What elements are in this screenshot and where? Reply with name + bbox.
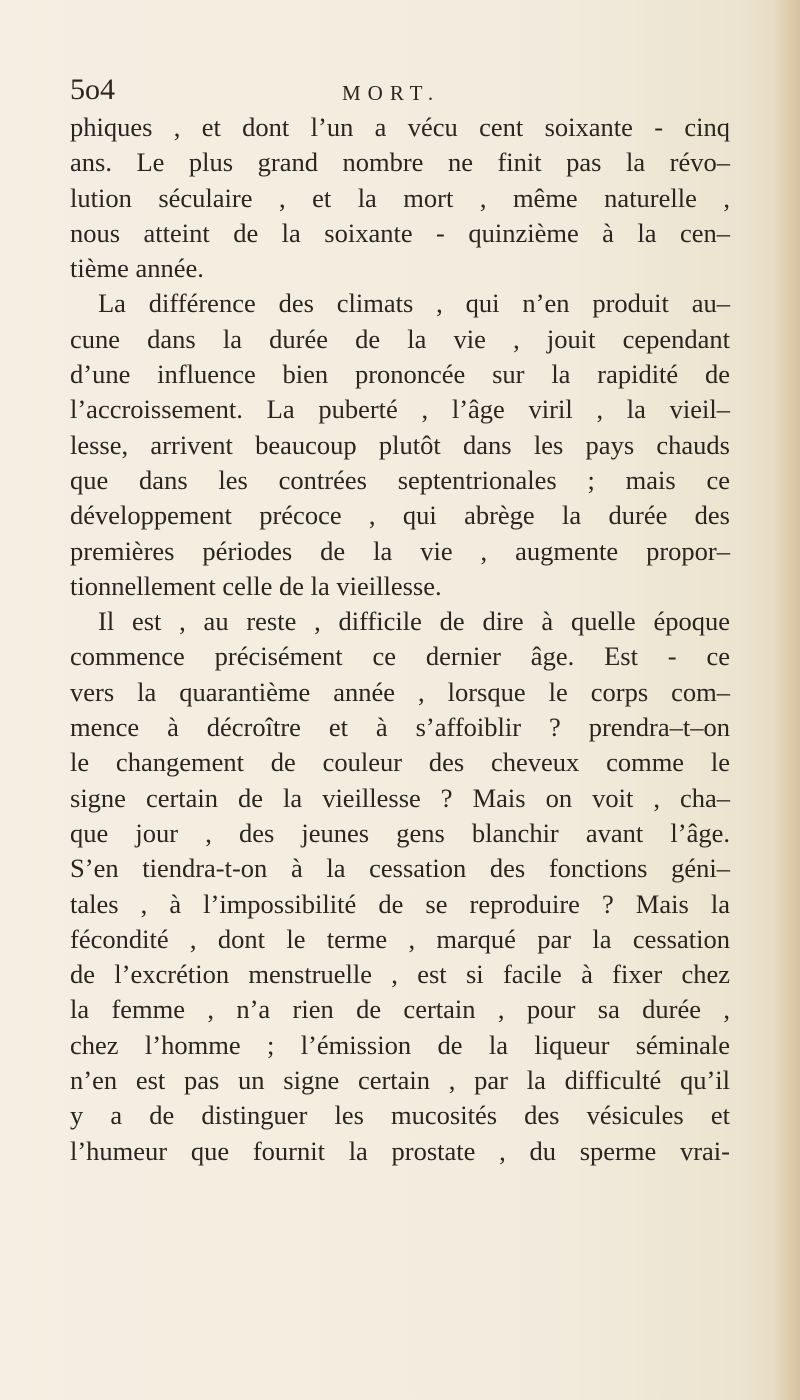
paragraph-2 [70,286,730,604]
text-line: l’humeur que fournit la prostate , du sperme vrai- [70,1135,730,1166]
text-line: de l’excrétion menstruelle , est si facile à fixer chez [70,959,730,990]
text-line: la femme , n’a rien de certain , pour sa durée , [70,994,730,1025]
text-line: phiques , et dont l’un a vécu cent soixante - cinq [70,112,730,142]
page-header [70,72,710,112]
text-line: que jour , des jeunes gens blanchir avant l’âge. [70,817,730,848]
text-line: commence précisément ce dernier âge. Est - ce [70,641,730,672]
text-line: signe certain de la vieillesse ? Mais on voit , cha– [70,782,730,813]
text-line: développement précoce , qui abrège la durée des [70,500,730,531]
text-line: n’en est pas un signe certain , par la difficulté qu’il [70,1065,730,1096]
text-line: fécondité , dont le terme , marqué par la cessation [70,923,730,954]
text-line: lution séculaire , et la mort , même naturelle , [70,182,730,213]
text-line: l’accroissement. La puberté , l’âge viril , la vieil– [70,394,730,425]
text-line: nous atteint de la soixante - quinzième à la cen– [70,217,730,248]
text-line: tionnellement celle de la vieillesse. [70,570,442,601]
text-line: d’une influence bien prononcée sur la rapidité de [70,359,730,390]
text-line: La différence des climats , qui n’en produit au– [98,288,730,319]
text-line: lesse, arrivent beaucoup plutôt dans les pays chauds [70,429,730,460]
text-line: que dans les contrées septentrionales ; mais ce [70,464,730,495]
text-line: mence à décroître et à s’affoiblir ? prendra–t–on [70,712,730,743]
page-number: 5o4 [70,73,115,106]
paragraph-1 [70,110,730,286]
text-line: tales , à l’impossibilité de se reproduire ? Mais la [70,888,730,919]
text-line: le changement de couleur des cheveux comme le [70,747,730,778]
text-line: chez l’homme ; l’émission de la liqueur séminale [70,1029,730,1060]
text-line: y a de distinguer les mucosités des vésicules et [70,1100,730,1131]
text-line: tième année. [70,253,204,284]
running-head: MORT. [342,81,441,105]
text-line: cune dans la durée de la vie , jouit cependant [70,323,730,354]
text-line: premières périodes de la vie , augmente propor– [70,535,730,566]
text-line: Il est , au reste , difficile de dire à quelle époque [98,606,730,637]
page-edge-shadow [774,0,800,1400]
text-line: ans. Le plus grand nombre ne finit pas la révo– [70,147,730,178]
body-text [70,110,730,1169]
paragraph-3 [70,604,730,1169]
text-line: vers la quarantième année , lorsque le corps com– [70,676,730,707]
text-line: S’en tiendra-t-on à la cessation des fonctions géni– [70,853,730,884]
